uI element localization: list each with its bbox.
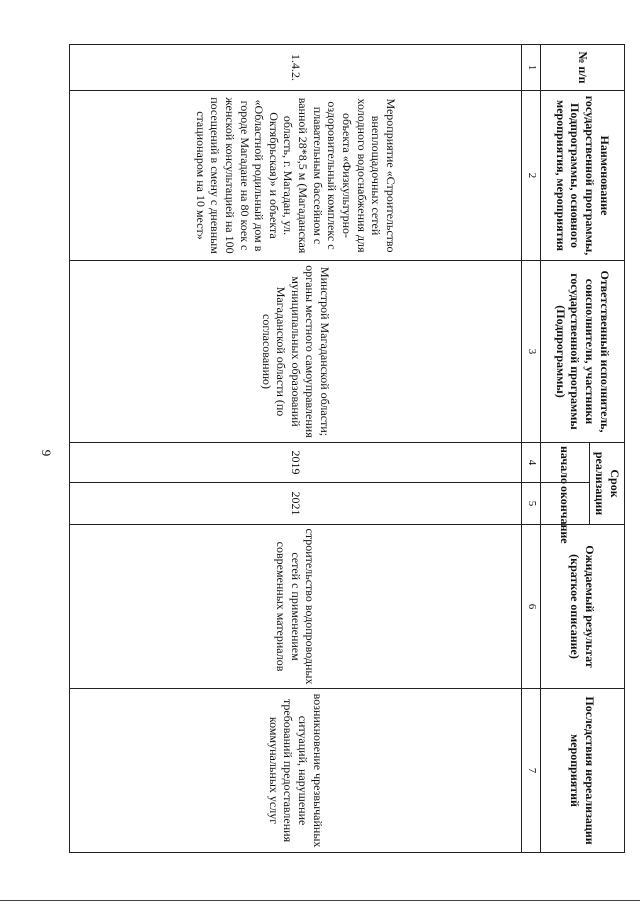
column-number-row (522, 45, 541, 853)
table-row (70, 45, 522, 853)
row-executor: Минстрой Магаданской области; органы местного самоуправления муниципальных образований Магаданской области (по согласованию) (70, 261, 522, 443)
row-name: Мероприятие «Строительство внеплощадочных сетей холодного водоснабжения для объекта «Физкультурно-оздоровительный комплекс с плавательным бассейном с ванной 28*8,5 м (Магаданская область, г. Магадан, ул. Октябрьская)» и объекта «Областной родильный дом в городе Магадане на 80 коек с женской консультацией на 100 посещений в смену с дневным стационаром на 10 мест» (70, 91, 522, 261)
column-number: 2 (522, 91, 541, 261)
header-executor: Ответственный исполнитель, соисполнители, участники государственной программы (Подпрограммы) (541, 261, 625, 443)
header-end: окончание (541, 483, 590, 525)
row-result: строительство водопроводных сетей с применением современных материалов (70, 525, 522, 689)
header-name: Наименование государственной программы, Подпрограммы, основного мероприятия, мероприятия (541, 91, 625, 261)
row-num: 1.4.2. (70, 45, 522, 91)
rotated-table-wrapper (69, 44, 625, 852)
header-row-top (590, 45, 625, 853)
column-number: 3 (522, 261, 541, 443)
row-consequences: возникновение чрезвычайных ситуаций, нарушение требований предоставления коммунальных услуг (70, 689, 522, 853)
row-end: 2021 (70, 483, 522, 525)
row-start: 2019 (70, 443, 522, 483)
header-period: Срок реализации (590, 443, 625, 525)
column-number: 1 (522, 45, 541, 91)
column-number: 4 (522, 443, 541, 483)
header-num: № п/п (541, 45, 625, 91)
header-result: Ожидаемый результат (краткое описание) (541, 525, 625, 689)
program-table (69, 44, 625, 853)
column-number: 7 (522, 689, 541, 853)
page-bottom-rule (0, 900, 640, 901)
column-number: 6 (522, 525, 541, 689)
column-number: 5 (522, 483, 541, 525)
header-consequences: Последствия нереализации мероприятий (541, 689, 625, 853)
page-number: 9 (39, 449, 54, 457)
header-start: начало (541, 443, 590, 483)
